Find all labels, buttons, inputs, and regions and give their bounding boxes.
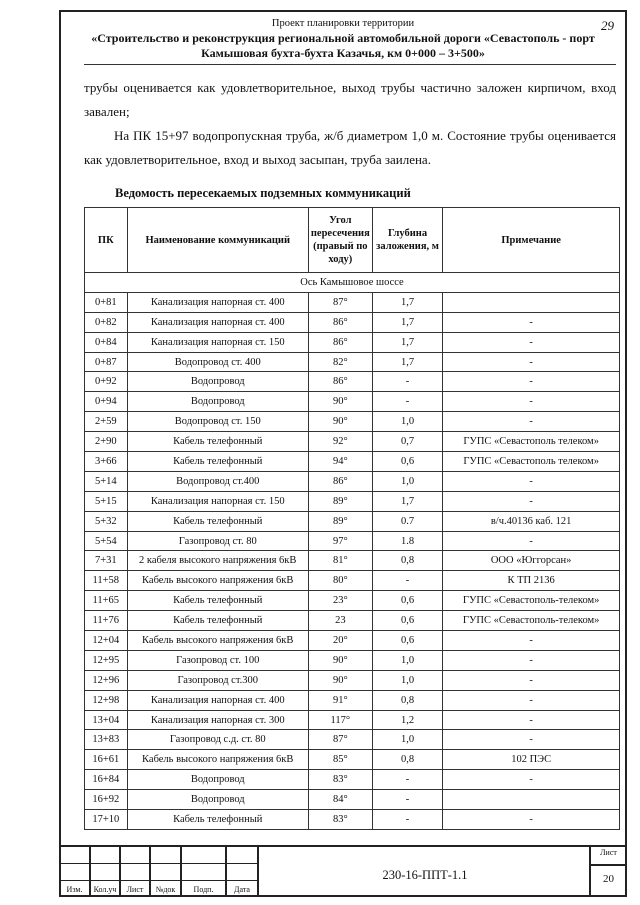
cell-name: Водопровод ст.400 — [127, 471, 308, 491]
cell-note: - — [443, 690, 620, 710]
cell-angle: 84° — [308, 790, 372, 810]
section-label: Ось Камышовое шоссе — [85, 273, 620, 293]
cell-pk: 17+10 — [85, 810, 128, 830]
stamp-cell — [91, 864, 121, 881]
stamp-cell: Лист — [121, 881, 151, 896]
stamp-cell — [60, 847, 91, 864]
cell-angle: 89° — [308, 491, 372, 511]
cell-depth: - — [372, 810, 443, 830]
table-row — [85, 790, 620, 810]
cell-pk: 13+04 — [85, 710, 128, 730]
cell-pk: 0+87 — [85, 352, 128, 372]
cell-depth: 1,0 — [372, 412, 443, 432]
table-row — [85, 631, 620, 651]
cell-name: Водопровод — [127, 790, 308, 810]
stamp-cell — [151, 864, 182, 881]
stamp-cell: №док — [151, 881, 182, 896]
cell-pk: 5+54 — [85, 531, 128, 551]
stamp-cell: Изм. — [60, 881, 91, 896]
table-row — [85, 392, 620, 412]
title-block — [60, 845, 626, 896]
cell-pk: 7+31 — [85, 551, 128, 571]
cell-depth: - — [372, 372, 443, 392]
column-header-depth: Глубина заложения, м — [372, 208, 443, 273]
table-row — [85, 511, 620, 531]
cell-note: ГУПС «Севастополь-телеком» — [443, 591, 620, 611]
cell-note: - — [443, 412, 620, 432]
table-row — [85, 750, 620, 770]
cell-depth: 1,2 — [372, 710, 443, 730]
cell-pk: 2+59 — [85, 412, 128, 432]
cell-name: Газопровод ст. 80 — [127, 531, 308, 551]
cell-name: Газопровод с.д. ст. 80 — [127, 730, 308, 750]
cell-depth: 1,0 — [372, 471, 443, 491]
cell-name: Кабель телефонный — [127, 432, 308, 452]
cell-note: - — [443, 392, 620, 412]
stamp-cell: Дата — [234, 885, 250, 894]
cell-pk: 5+32 — [85, 511, 128, 531]
page-number: 29 — [601, 18, 614, 33]
stamp-cell — [182, 847, 227, 864]
cell-depth: 0,8 — [372, 750, 443, 770]
table-row — [85, 452, 620, 472]
table-row — [85, 332, 620, 352]
cell-name: 2 кабеля высокого напряжения 6кВ — [127, 551, 308, 571]
cell-pk: 12+98 — [85, 690, 128, 710]
header-title-line1: «Строительство и реконструкция региональной автомобильной дороги «Севастополь - порт — [91, 31, 595, 45]
cell-note — [443, 790, 620, 810]
cell-depth: 1,7 — [372, 332, 443, 352]
table-row — [85, 432, 620, 452]
cell-angle: 90° — [308, 392, 372, 412]
cell-depth: 0,6 — [372, 631, 443, 651]
table-row — [85, 491, 620, 511]
table-row — [85, 810, 620, 830]
cell-angle: 89° — [308, 511, 372, 531]
cell-angle: 97° — [308, 531, 372, 551]
cell-pk: 11+65 — [85, 591, 128, 611]
cell-note: ГУПС «Севастополь телеком» — [443, 432, 620, 452]
cell-angle: 91° — [308, 690, 372, 710]
stamp-cell — [60, 864, 91, 881]
cell-depth: 0,6 — [372, 611, 443, 631]
cell-note: - — [443, 650, 620, 670]
cell-name: Кабель телефонный — [127, 611, 308, 631]
cell-name: Водопровод ст. 400 — [127, 352, 308, 372]
stamp-cell — [121, 847, 151, 864]
cell-depth: 1,0 — [372, 650, 443, 670]
cell-name: Водопровод — [127, 372, 308, 392]
cell-pk: 0+94 — [85, 392, 128, 412]
cell-depth: - — [372, 571, 443, 591]
cell-note: - — [443, 670, 620, 690]
cell-depth: 0,6 — [372, 452, 443, 472]
cell-note: - — [443, 372, 620, 392]
column-header-name: Наименование коммуникаций — [127, 208, 308, 273]
cell-name: Кабель телефонный — [127, 591, 308, 611]
stamp-cell — [151, 847, 182, 864]
cell-note — [443, 292, 620, 312]
cell-angle: 83° — [308, 770, 372, 790]
cell-pk: 2+90 — [85, 432, 128, 452]
cell-pk: 13+83 — [85, 730, 128, 750]
section-row — [85, 273, 620, 293]
header-title-line2: Камышовая бухта-бухта Казачья, км 0+000 – 3+500» — [201, 46, 485, 60]
cell-pk: 0+84 — [85, 332, 128, 352]
cell-name: Кабель высокого напряжения 6кВ — [127, 631, 308, 651]
cell-angle: 23 — [308, 611, 372, 631]
table-caption: Ведомость пересекаемых подземных коммуникаций — [115, 186, 411, 200]
cell-angle: 86° — [308, 471, 372, 491]
cell-note: К ТП 2136 — [443, 571, 620, 591]
cell-note: - — [443, 491, 620, 511]
cell-depth: 1.8 — [372, 531, 443, 551]
cell-depth: 1,7 — [372, 352, 443, 372]
table-row — [85, 471, 620, 491]
table-row — [85, 412, 620, 432]
table-row — [85, 690, 620, 710]
cell-name: Водопровод ст. 150 — [127, 412, 308, 432]
cell-name: Газопровод ст.300 — [127, 670, 308, 690]
table-row — [85, 611, 620, 631]
cell-name: Водопровод — [127, 392, 308, 412]
stamp-cell: Кол.уч — [91, 881, 121, 896]
cell-angle: 86° — [308, 332, 372, 352]
table-row — [85, 770, 620, 790]
cell-pk: 12+04 — [85, 631, 128, 651]
cell-name: Кабель телефонный — [127, 511, 308, 531]
column-header-pk: ПК — [85, 208, 128, 273]
cell-note: - — [443, 631, 620, 651]
table-row — [85, 312, 620, 332]
cell-angle: 20° — [308, 631, 372, 651]
cell-angle: 90° — [308, 412, 372, 432]
table-row — [85, 571, 620, 591]
cell-angle: 117° — [308, 710, 372, 730]
header-subtitle: Проект планировки территории — [271, 18, 415, 29]
stamp-cell — [182, 864, 227, 881]
cell-angle: 86° — [308, 312, 372, 332]
cell-depth: - — [372, 790, 443, 810]
cell-note: - — [443, 352, 620, 372]
cell-note: 102 ПЭС — [443, 750, 620, 770]
cell-angle: 87° — [308, 292, 372, 312]
cell-angle: 81° — [308, 551, 372, 571]
sheet-number: 20 — [603, 873, 614, 885]
cell-name: Канализация напорная ст. 150 — [127, 332, 308, 352]
cell-name: Кабель телефонный — [127, 452, 308, 472]
cell-angle: 92° — [308, 432, 372, 452]
cell-depth: 1,0 — [372, 730, 443, 750]
stamp-cell — [227, 847, 257, 864]
stamp-cell — [227, 864, 257, 881]
cell-name: Канализация напорная ст. 400 — [127, 312, 308, 332]
cell-depth: 0,8 — [372, 551, 443, 571]
cell-depth: 1,0 — [372, 670, 443, 690]
cell-name: Канализация напорная ст. 300 — [127, 710, 308, 730]
cell-angle: 86° — [308, 372, 372, 392]
cell-pk: 3+66 — [85, 452, 128, 472]
table-row — [85, 531, 620, 551]
cell-note: ГУПС «Севастополь телеком» — [443, 452, 620, 472]
cell-pk: 12+95 — [85, 650, 128, 670]
stamp-cell — [121, 864, 151, 881]
cell-angle: 90° — [308, 650, 372, 670]
table-row — [85, 372, 620, 392]
cell-note: в/ч.40136 каб. 121 — [443, 511, 620, 531]
paragraph-2: На ПК 15+97 водопропускная труба, ж/б диаметром 1,0 м. Состояние трубы оценивается как удовлетворительное, вход и выход засыпан, труба заилена. — [84, 128, 616, 167]
paragraph-1: трубы оценивается как удовлетворительное, выход трубы частично заложен кирпичом, вход завален; — [84, 80, 616, 119]
table-row — [85, 551, 620, 571]
cell-note: ГУПС «Севастополь-телеком» — [443, 611, 620, 631]
cell-angle: 90° — [308, 670, 372, 690]
cell-note: ООО «Юггорсан» — [443, 551, 620, 571]
cell-angle: 87° — [308, 730, 372, 750]
cell-depth: 1,7 — [372, 292, 443, 312]
cell-angle: 80° — [308, 571, 372, 591]
cell-angle: 85° — [308, 750, 372, 770]
cell-angle: 82° — [308, 352, 372, 372]
cell-name: Водопровод — [127, 770, 308, 790]
cell-name: Кабель высокого напряжения 6кВ — [127, 750, 308, 770]
table-row — [85, 650, 620, 670]
table-row — [85, 591, 620, 611]
cell-pk: 16+84 — [85, 770, 128, 790]
document-code: 230-16-ППТ-1.1 — [382, 868, 468, 882]
cell-pk: 11+58 — [85, 571, 128, 591]
stamp-cell — [91, 847, 121, 864]
cell-note: - — [443, 770, 620, 790]
column-header-note: Примечание — [443, 208, 620, 273]
table-row — [85, 710, 620, 730]
cell-name: Газопровод ст. 100 — [127, 650, 308, 670]
utilities-table — [84, 207, 620, 830]
cell-depth: 1,7 — [372, 491, 443, 511]
cell-note: - — [443, 471, 620, 491]
column-header-angle: Угол пересечения (правый по ходу) — [308, 208, 372, 273]
cell-pk: 0+92 — [85, 372, 128, 392]
table-row — [85, 670, 620, 690]
cell-name: Кабель высокого напряжения 6кВ — [127, 571, 308, 591]
cell-pk: 5+14 — [85, 471, 128, 491]
cell-pk: 12+96 — [85, 670, 128, 690]
cell-note: - — [443, 332, 620, 352]
cell-angle: 23° — [308, 591, 372, 611]
cell-name: Канализация напорная ст. 400 — [127, 292, 308, 312]
cell-angle: 83° — [308, 810, 372, 830]
cell-pk: 11+76 — [85, 611, 128, 631]
cell-pk: 0+81 — [85, 292, 128, 312]
cell-name: Канализация напорная ст. 400 — [127, 690, 308, 710]
cell-depth: 0,6 — [372, 591, 443, 611]
table-row — [85, 292, 620, 312]
table-row — [85, 730, 620, 750]
stamp-cell: Подп. — [182, 881, 227, 896]
table-row — [85, 352, 620, 372]
cell-angle: 94° — [308, 452, 372, 472]
cell-depth: 0,7 — [372, 432, 443, 452]
cell-name: Кабель телефонный — [127, 810, 308, 830]
cell-pk: 0+82 — [85, 312, 128, 332]
cell-depth: - — [372, 770, 443, 790]
cell-depth: - — [372, 392, 443, 412]
cell-depth: 0,8 — [372, 690, 443, 710]
cell-note: - — [443, 312, 620, 332]
cell-depth: 0.7 — [372, 511, 443, 531]
cell-pk: 5+15 — [85, 491, 128, 511]
cell-depth: 1,7 — [372, 312, 443, 332]
cell-pk: 16+61 — [85, 750, 128, 770]
cell-name: Канализация напорная ст. 150 — [127, 491, 308, 511]
header-divider — [84, 64, 616, 65]
header-title — [60, 31, 626, 61]
cell-note: - — [443, 531, 620, 551]
cell-note: - — [443, 810, 620, 830]
cell-note: - — [443, 710, 620, 730]
sheet-label: Лист — [600, 848, 617, 857]
cell-note: - — [443, 730, 620, 750]
cell-pk: 16+92 — [85, 790, 128, 810]
